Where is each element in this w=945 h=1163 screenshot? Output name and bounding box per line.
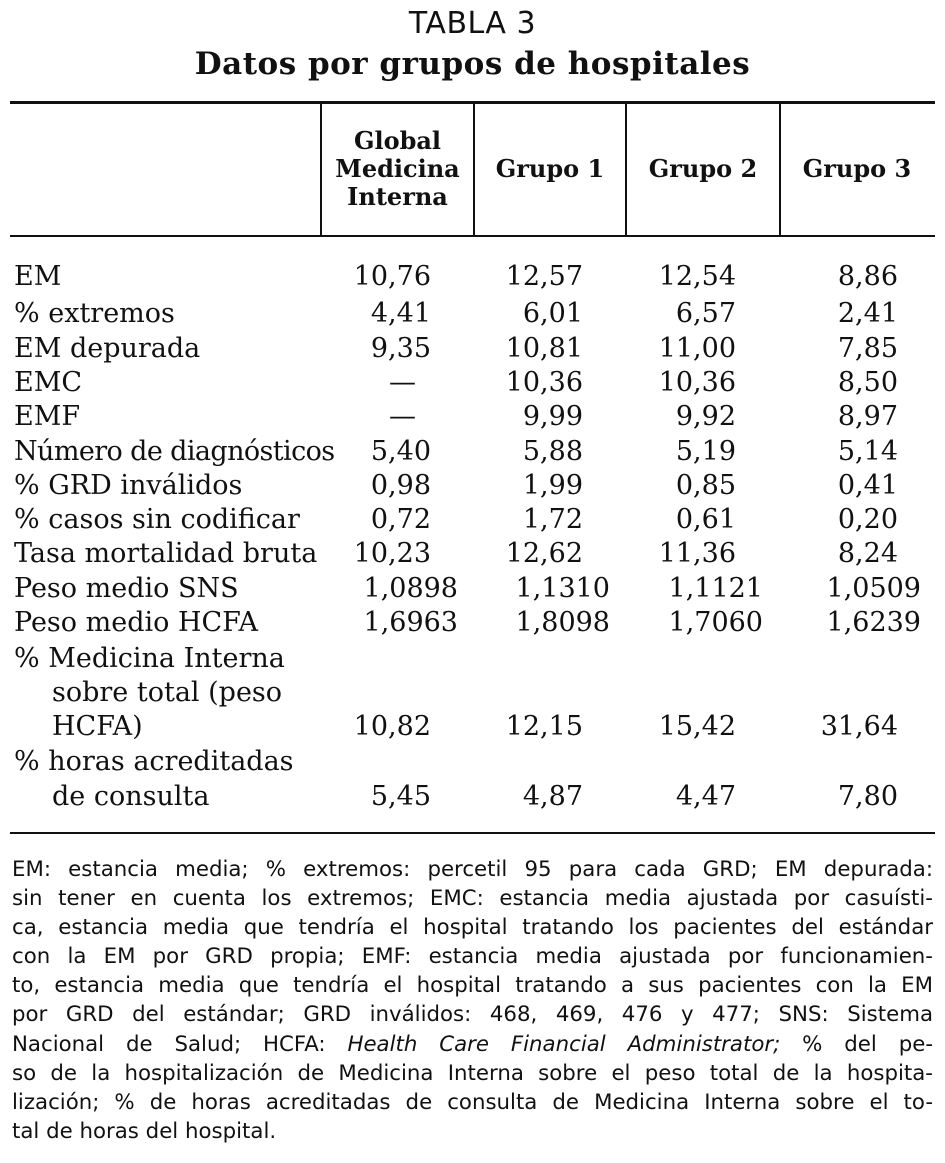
cell-grupo-3: 31,64 — [820, 711, 898, 742]
cell-grupo-2: 5,19 — [675, 436, 736, 467]
table-row — [14, 260, 935, 294]
table-row — [14, 503, 935, 537]
cell-grupo-2: 9,92 — [675, 401, 736, 432]
table-row — [14, 572, 935, 606]
table-row — [14, 400, 935, 434]
cell-grupo-2: 4,47 — [675, 781, 736, 812]
cell-global: 0,98 — [370, 470, 431, 501]
cell-global: 1,6963 — [363, 607, 458, 638]
cell-grupo-2: 1,1121 — [668, 573, 763, 604]
row-label-line: % Medicina Interna — [14, 643, 285, 674]
cell-grupo-2: 15,42 — [658, 711, 736, 742]
cell-global: 0,72 — [370, 504, 431, 535]
row-label: EMF — [14, 401, 81, 432]
footnote-line: sin tener en cuenta los extremos; EMC: estancia media ajustada por casuísti- — [12, 886, 933, 912]
cell-grupo-2: 1,7060 — [668, 607, 763, 638]
cell-grupo-1: 1,99 — [522, 470, 583, 501]
row-label-line: % horas acreditadas — [14, 746, 294, 777]
cell-grupo-3: 5,14 — [837, 436, 898, 467]
cell-grupo-3: 8,86 — [837, 261, 898, 292]
table-row — [14, 332, 935, 366]
footnote-text: % del pe- — [780, 1031, 934, 1057]
footnote-line: so de la hospitalización de Medicina Interna sobre el peso total de la hospita- — [12, 1060, 933, 1086]
cell-global: 4,41 — [370, 298, 431, 329]
footnote-line: to, estancia media que tendría el hospital tratando a sus pacientes con la EM — [12, 973, 933, 999]
table-row — [14, 435, 935, 469]
row-label-line: de consulta — [52, 781, 210, 812]
table-row — [14, 710, 935, 744]
row-label: EM — [14, 261, 62, 292]
cell-grupo-1: 1,1310 — [515, 573, 610, 604]
footnote-line — [12, 1030, 933, 1059]
cell-grupo-1: 10,36 — [505, 367, 583, 398]
cell-grupo-3: 2,41 — [837, 298, 898, 329]
footnote-line: con la EM por GRD propia; EMF: estancia media ajustada por funcionamien- — [12, 944, 933, 970]
cell-global: — — [389, 401, 416, 432]
table-row — [14, 366, 935, 400]
cell-grupo-3: 8,24 — [837, 538, 898, 569]
cell-grupo-3: 8,97 — [837, 401, 898, 432]
table-row — [14, 297, 935, 331]
row-label: Peso medio SNS — [14, 573, 239, 604]
cell-global: 10,76 — [353, 261, 431, 292]
row-label: % casos sin codificar — [14, 504, 300, 535]
header-line: Medicina — [335, 154, 460, 183]
cell-grupo-3: 1,0509 — [826, 573, 921, 604]
row-label: % GRD inválidos — [14, 470, 243, 501]
footnote-italic-text: Health Care Financial Administrator; — [347, 1031, 781, 1057]
cell-grupo-3: 7,80 — [837, 781, 898, 812]
footnote-line: lización; % de horas acreditadas de consulta de Medicina Interna sobre el to- — [12, 1089, 933, 1115]
cell-grupo-1: 12,15 — [505, 711, 583, 742]
cell-global: 10,23 — [353, 538, 431, 569]
cell-grupo-2: 11,00 — [658, 333, 736, 364]
table-row — [14, 537, 935, 571]
cell-grupo-2: 12,54 — [658, 261, 736, 292]
cell-grupo-2: 10,36 — [658, 367, 736, 398]
header-grupo-3: Grupo 3 — [802, 154, 912, 183]
cell-grupo-1: 6,01 — [522, 298, 583, 329]
cell-grupo-2: 6,57 — [675, 298, 736, 329]
footnote-line: por GRD del estándar; GRD inválidos: 468, 469, 476 y 477; SNS: Sistema — [12, 1002, 933, 1028]
row-label: % extremos — [14, 298, 175, 329]
cell-global: 9,35 — [370, 333, 431, 364]
row-label-line: HCFA) — [52, 711, 143, 742]
table-title: Datos por grupos de hospitales — [194, 46, 751, 82]
cell-grupo-1: 4,87 — [522, 781, 583, 812]
cell-grupo-3: 0,41 — [837, 470, 898, 501]
footnote-line: tal de horas del hospital. — [12, 1118, 277, 1144]
table-number: TABLA 3 — [408, 6, 537, 41]
cell-grupo-1: 10,81 — [505, 333, 583, 364]
table-row — [14, 606, 935, 640]
cell-global: 5,45 — [370, 781, 431, 812]
cell-grupo-1: 1,72 — [522, 504, 583, 535]
table-row — [14, 780, 935, 814]
cell-grupo-3: 8,50 — [837, 367, 898, 398]
rule-bottom — [10, 832, 935, 834]
footnote-line: ca, estancia media que tendría el hospital tratando los pacientes del estándar — [12, 915, 933, 941]
cell-grupo-3: 0,20 — [837, 504, 898, 535]
cell-global: — — [389, 367, 416, 398]
cell-global: 5,40 — [370, 436, 431, 467]
table-row — [14, 469, 935, 503]
cell-grupo-2: 0,61 — [675, 504, 736, 535]
cell-global: 10,82 — [353, 711, 431, 742]
row-label: Número de diagnósticos — [14, 436, 335, 467]
row-label: EM depurada — [14, 333, 201, 364]
cell-global: 1,0898 — [363, 573, 458, 604]
footnote-text: Nacional de Salud; HCFA: — [12, 1031, 348, 1057]
header-grupo-1: Grupo 1 — [495, 154, 605, 183]
header-grupo-2: Grupo 2 — [648, 154, 758, 183]
header-line: Global — [353, 126, 442, 155]
cell-grupo-3: 1,6239 — [826, 607, 921, 638]
row-label-line: sobre total (peso — [52, 677, 283, 708]
header-global-medicina-interna — [322, 103, 473, 235]
row-label: Tasa mortalidad bruta — [14, 538, 318, 569]
row-label: EMC — [14, 367, 83, 398]
cell-grupo-2: 11,36 — [658, 538, 736, 569]
header-line: Interna — [347, 182, 448, 211]
cell-grupo-1: 9,99 — [522, 401, 583, 432]
cell-grupo-1: 1,8098 — [515, 607, 610, 638]
cell-grupo-1: 12,57 — [505, 261, 583, 292]
cell-grupo-1: 5,88 — [522, 436, 583, 467]
cell-grupo-2: 0,85 — [675, 470, 736, 501]
cell-grupo-3: 7,85 — [837, 333, 898, 364]
footnote-line: EM: estancia media; % extremos: percetil 95 para cada GRD; EM depurada: — [12, 857, 933, 882]
cell-grupo-1: 12,62 — [505, 538, 583, 569]
row-label: Peso medio HCFA — [14, 607, 259, 638]
table-footnote — [12, 855, 933, 1146]
